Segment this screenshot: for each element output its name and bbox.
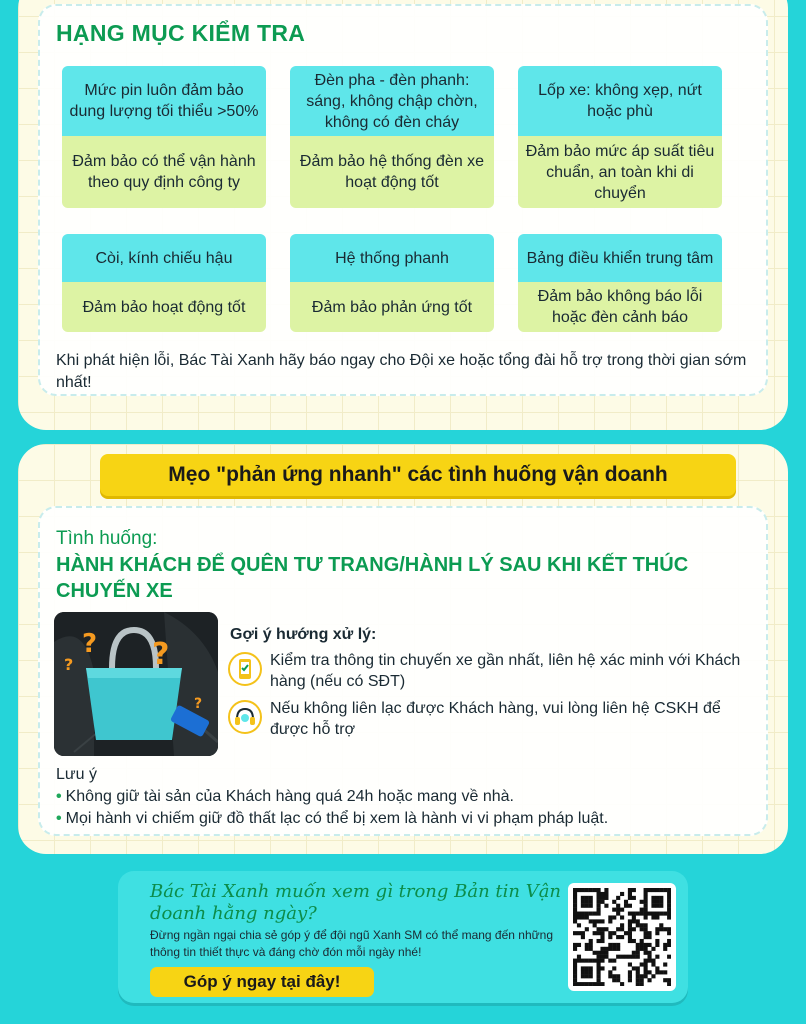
checklist-note: Khi phát hiện lỗi, Bác Tài Xanh hãy báo ngay cho Đội xe hoặc tổng đài hỗ trợ trong thời gian sớm nhất! xyxy=(56,352,747,391)
suggestion-text: Kiểm tra thông tin chuyến xe gần nhất, liên hệ xác minh với Khách hàng (nếu có SĐT) xyxy=(270,652,741,690)
feedback-description: Đừng ngần ngại chia sẻ góp ý để đội ngũ Xanh SM có thể mang đến những thông tin thiết thực và đáng chờ đón mỗi ngày nhé! xyxy=(150,928,554,959)
suggestion-text: Nếu không liên lạc được Khách hàng, vui lòng liên hệ CSKH để được hỗ trợ xyxy=(270,700,721,738)
feedback-question: Bác Tài Xanh muốn xem gì trong Bản tin Vận doanh hằng ngày? xyxy=(150,881,562,924)
headset-support-icon xyxy=(228,700,262,734)
svg-text:?: ? xyxy=(82,629,98,659)
svg-text:?: ? xyxy=(194,696,203,712)
check-item-body: Đảm bảo hoạt động tốt xyxy=(62,282,266,332)
forgotten-bag-illustration xyxy=(54,612,218,756)
check-item-body: Đảm bảo không báo lỗi hoặc đèn cảnh báo xyxy=(518,282,722,332)
svg-text:?: ? xyxy=(152,637,170,672)
check-item-body: Đảm bảo hệ thống đèn xe hoạt động tốt xyxy=(290,136,494,208)
suggestion-item xyxy=(228,698,748,740)
check-item-body: Đảm bảo mức áp suất tiêu chuẩn, an toàn khi di chuyển xyxy=(518,136,722,208)
feedback-card xyxy=(118,871,688,1003)
situation-title: HÀNH KHÁCH ĐỂ QUÊN TƯ TRANG/HÀNH LÝ SAU KHI KẾT THÚC CHUYẾN XE xyxy=(56,554,689,602)
phone-check-icon xyxy=(228,652,262,686)
check-item-head: Bảng điều khiển trung tâm xyxy=(518,234,722,282)
situation-label: Tình huống: xyxy=(56,528,158,549)
check-item-head: Hệ thống phanh xyxy=(290,234,494,282)
check-item-horn-mirror xyxy=(62,234,266,332)
check-item-battery xyxy=(62,66,266,208)
tips-card xyxy=(18,444,788,854)
qr-code[interactable] xyxy=(568,883,676,991)
check-item-lights xyxy=(290,66,494,208)
note-item: • Mọi hành vi chiếm giữ đồ thất lạc có thể bị xem là hành vi vi phạm pháp luật. xyxy=(56,810,609,827)
check-item-dashboard xyxy=(518,234,722,332)
tips-banner: Mẹo "phản ứng nhanh" các tình huống vận doanh xyxy=(100,454,736,496)
check-item-tires xyxy=(518,66,722,208)
note-list xyxy=(56,786,756,830)
check-item-body: Đảm bảo phản ứng tốt xyxy=(290,282,494,332)
note-label: Lưu ý xyxy=(56,766,97,783)
suggestion-title: Gợi ý hướng xử lý: xyxy=(230,626,377,643)
checklist-title: HẠNG MỤC KIỂM TRA xyxy=(56,20,306,46)
check-item-head: Mức pin luôn đảm bảo dung lượng tối thiểu >50% xyxy=(62,66,266,136)
note-item: • Không giữ tài sản của Khách hàng quá 24h hoặc mang về nhà. xyxy=(56,788,514,805)
svg-text:?: ? xyxy=(64,655,74,674)
check-item-head: Lốp xe: không xẹp, nứt hoặc phù xyxy=(518,66,722,136)
check-item-head: Đèn pha - đèn phanh: sáng, không chập chờn, không có đèn cháy xyxy=(290,66,494,136)
suggestion-item xyxy=(228,650,748,692)
feedback-button[interactable]: Góp ý ngay tại đây! xyxy=(150,967,374,997)
check-item-head: Còi, kính chiếu hậu xyxy=(62,234,266,282)
checklist-card xyxy=(18,0,788,430)
check-item-brakes xyxy=(290,234,494,332)
check-item-body: Đảm bảo có thể vận hành theo quy định công ty xyxy=(62,136,266,208)
